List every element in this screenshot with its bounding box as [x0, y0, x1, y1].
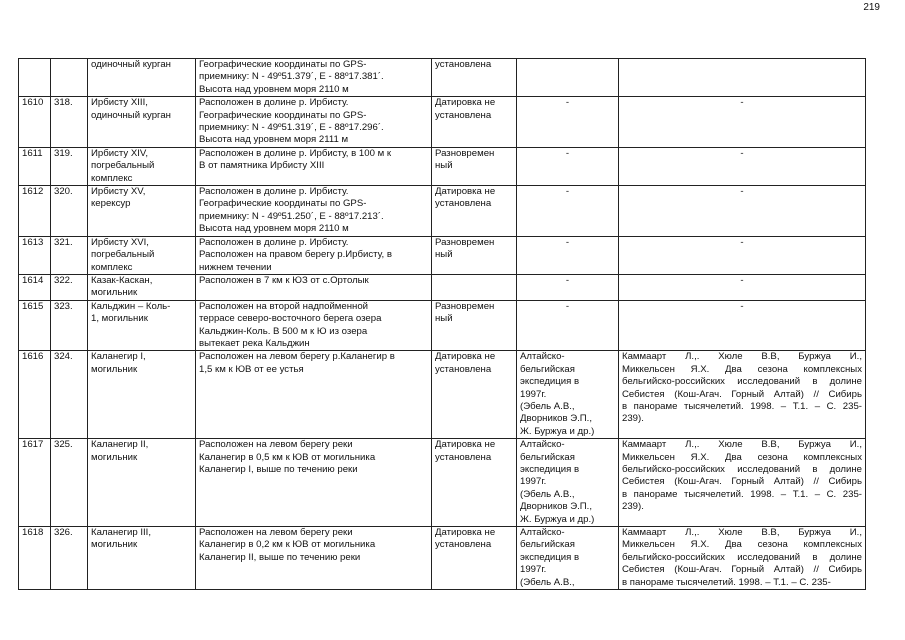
cell-text-line: (Эбель А.В., — [520, 488, 575, 500]
cell-text-line: нижнем течении — [199, 261, 272, 273]
cell-registry-number — [19, 439, 51, 527]
cell-researcher — [517, 300, 619, 351]
cell-text-line: 1617 — [22, 439, 44, 451]
cell-text-line: могильник — [91, 287, 138, 299]
cell-dating — [432, 236, 517, 274]
cell-location-description — [196, 351, 432, 439]
cell-literature — [619, 351, 866, 439]
cell-text-line: - — [740, 274, 744, 286]
cell-text-line: Кальджин – Коль- — [91, 300, 171, 312]
cell-literature — [619, 59, 866, 97]
cell-monument-name — [88, 186, 196, 237]
cell-text-line: Ирбисту XIV, — [91, 147, 149, 159]
cell-text-line: Каланегир II, — [91, 439, 149, 451]
cell-literature — [619, 439, 866, 527]
cell-text-line: Датировка не — [435, 97, 496, 109]
cell-text-line: Миккельсен Я.Х. Два сезона комплексных — [622, 451, 862, 463]
cell-monument-name — [88, 351, 196, 439]
cell-researcher — [517, 147, 619, 185]
cell-dating — [432, 274, 517, 300]
cell-monument-name — [88, 274, 196, 300]
cell-researcher — [517, 527, 619, 590]
cell-text-line: (Эбель А.В., — [520, 576, 575, 588]
cell-text-line: в панораме тысячелетий. 1998. – Т.1. – С. 235- — [622, 400, 862, 412]
cell-text-line: Высота над уровнем моря 2110 м — [199, 223, 349, 235]
cell-text-line: Каланегир в 0,5 км к ЮВ от могильника — [199, 451, 376, 463]
cell-item-number — [51, 147, 88, 185]
cell-text-line: Высота над уровнем моря 2110 м — [199, 83, 349, 95]
cell-text-line: Ж. Буржуа и др.) — [520, 425, 595, 437]
cell-text-line: Каланегир I, выше по течению реки — [199, 464, 358, 475]
cell-text-line: Расположен в долине р. Ирбисту. — [199, 236, 349, 248]
cell-location-description — [196, 186, 432, 237]
cell-text-line: в панораме тысячелетий. 1998. – Т.1. – С. 235- — [622, 576, 831, 588]
cell-item-number — [51, 186, 88, 237]
cell-location-description — [196, 439, 432, 527]
cell-item-number — [51, 59, 88, 97]
cell-registry-number — [19, 527, 51, 590]
cell-text-line: приемнику: N - 49º51.379´, E - 88º17.381´. — [199, 71, 384, 83]
cell-location-description — [196, 97, 432, 148]
cell-text-line: террасе северо-восточного берега озера — [199, 313, 382, 325]
cell-text-line: - — [740, 236, 744, 248]
cell-literature — [619, 147, 866, 185]
cell-text-line: погребальный — [91, 160, 155, 172]
cell-text-line: - — [565, 274, 570, 286]
cell-text-line: Кальджин-Коль. В 500 м к Ю из озера — [199, 325, 368, 337]
cell-text-line: В от памятника Ирбисту XIII — [199, 160, 325, 172]
cell-monument-name — [88, 439, 196, 527]
cell-text-line: 321. — [54, 236, 73, 248]
cell-dating — [432, 186, 517, 237]
cell-researcher — [517, 274, 619, 300]
cell-text-line: Датировка не — [435, 527, 496, 539]
cell-text-line: - — [565, 236, 570, 248]
cell-text-line: Каммаарт Л.,. Хюле В.В, Буржуа И., — [622, 527, 862, 539]
cell-text-line: комплекс — [91, 261, 133, 273]
cell-text-line: ный — [435, 160, 453, 172]
cell-location-description — [196, 147, 432, 185]
cell-literature — [619, 527, 866, 590]
cell-researcher — [517, 186, 619, 237]
cell-text-line: Ирбисту XV, — [91, 186, 146, 198]
cell-literature — [619, 236, 866, 274]
cell-literature — [619, 300, 866, 351]
cell-location-description — [196, 527, 432, 590]
table-row — [19, 351, 866, 439]
cell-text-line: ный — [435, 249, 453, 261]
cell-text-line: приемнику: N - 49º51.250´, E - 88º17.213´. — [199, 210, 384, 222]
cell-text-line: Расположен в долине р. Ирбисту. — [199, 97, 349, 109]
cell-text-line: могильник — [91, 451, 138, 463]
cell-text-line: 1618 — [22, 527, 44, 539]
cell-text-line: ный — [435, 313, 453, 325]
table-row — [19, 439, 866, 527]
cell-text-line: Расположен в 7 км к ЮЗ от с.Ортолык — [199, 274, 369, 286]
cell-text-line: Датировка не — [435, 186, 496, 198]
cell-literature — [619, 274, 866, 300]
cell-item-number — [51, 97, 88, 148]
cell-text-line: - — [565, 186, 570, 198]
cell-text-line: 1997г. — [520, 476, 547, 488]
cell-text-line: установлена — [435, 198, 492, 210]
cell-text-line: Каланегир I, — [91, 351, 146, 363]
cell-dating — [432, 439, 517, 527]
table-row — [19, 527, 866, 590]
cell-text-line: Расположен на правом берегу р.Ирбисту, в — [199, 249, 392, 261]
cell-researcher — [517, 439, 619, 527]
cell-location-description — [196, 300, 432, 351]
cell-text-line: 1615 — [22, 300, 44, 312]
cell-text-line: установлена — [435, 363, 492, 375]
cell-text-line: вытекает река Кальджин — [199, 337, 310, 349]
cell-text-line: Казак-Каскан, — [91, 274, 153, 286]
cell-text-line: Алтайско- — [520, 351, 565, 363]
cell-registry-number — [19, 274, 51, 300]
cell-text-line: Миккельсен Я.Х. Два сезона комплексных — [622, 363, 862, 375]
cell-text-line: - — [740, 147, 744, 159]
cell-text-line: в панораме тысячелетий. 1998. – Т.1. – С. 235- — [622, 488, 862, 500]
cell-item-number — [51, 274, 88, 300]
cell-text-line: могильник — [91, 539, 138, 551]
cell-text-line: Каланегир в 0,2 км к ЮВ от могильника — [199, 539, 376, 551]
cell-text-line: бельгийская — [520, 363, 575, 375]
cell-text-line: Каммаарт Л.,. Хюле В.В, Буржуа И., — [622, 439, 862, 451]
cell-text-line: установлена — [435, 539, 492, 551]
monuments-registry-table — [18, 58, 866, 590]
cell-text-line: Алтайско- — [520, 527, 565, 539]
cell-text-line: Датировка не — [435, 439, 496, 451]
page-number: 219 — [863, 2, 880, 13]
cell-dating — [432, 527, 517, 590]
cell-text-line: экспедиция в — [520, 464, 580, 475]
cell-text-line: одиночный курган — [91, 59, 171, 70]
cell-text-line: одиночный курган — [91, 109, 171, 121]
cell-text-line: Разновремен — [435, 236, 495, 248]
cell-dating — [432, 97, 517, 148]
cell-text-line: Разновремен — [435, 147, 495, 159]
cell-text-line: - — [740, 186, 744, 198]
cell-text-line: 1,5 км к ЮВ от ее устья — [199, 363, 304, 375]
cell-registry-number — [19, 300, 51, 351]
cell-text-line: Расположен в долине р. Ирбисту, в 100 м к — [199, 147, 392, 159]
cell-text-line: Дворников Э.П., — [520, 413, 593, 425]
cell-text-line: Расположен на левом берегу реки — [199, 439, 353, 451]
cell-literature — [619, 97, 866, 148]
cell-text-line: экспедиция в — [520, 376, 580, 388]
cell-dating — [432, 351, 517, 439]
cell-text-line: 318. — [54, 97, 73, 109]
cell-text-line: могильник — [91, 363, 138, 375]
cell-researcher — [517, 59, 619, 97]
cell-text-line: 325. — [54, 439, 73, 451]
cell-text-line: Миккельсен Я.Х. Два сезона комплексных — [622, 539, 862, 551]
cell-monument-name — [88, 527, 196, 590]
cell-text-line: 319. — [54, 147, 73, 159]
cell-text-line: - — [740, 300, 744, 312]
cell-dating — [432, 59, 517, 97]
cell-text-line: 1614 — [22, 274, 44, 286]
registry-table-body — [19, 59, 866, 590]
cell-text-line: - — [565, 97, 570, 109]
cell-text-line: Каланегир III, — [91, 527, 152, 539]
cell-text-line: 1, могильник — [91, 313, 148, 325]
cell-monument-name — [88, 97, 196, 148]
cell-text-line: бельгийская — [520, 451, 575, 463]
cell-text-line: установлена — [435, 451, 492, 463]
cell-text-line: Географические координаты по GPS- — [199, 198, 367, 210]
cell-location-description — [196, 59, 432, 97]
cell-text-line: 1611 — [22, 147, 43, 159]
cell-text-line: Каммаарт Л.,. Хюле В.В, Буржуа И., — [622, 351, 862, 363]
cell-text-line: Себистея (Кош-Агач. Горный Алтай) // Сибирь — [622, 476, 862, 488]
cell-text-line: Разновремен — [435, 300, 495, 312]
cell-text-line: установлена — [435, 109, 492, 121]
cell-dating — [432, 147, 517, 185]
cell-text-line: 239). — [622, 413, 644, 425]
cell-text-line: Ирбисту XIII, — [91, 97, 148, 109]
cell-item-number — [51, 527, 88, 590]
cell-text-line: 239). — [622, 501, 644, 513]
cell-dating — [432, 300, 517, 351]
cell-registry-number — [19, 351, 51, 439]
cell-text-line: 1612 — [22, 186, 44, 198]
cell-text-line: 320. — [54, 186, 73, 198]
cell-text-line: - — [740, 97, 744, 109]
cell-monument-name — [88, 59, 196, 97]
cell-text-line: Алтайско- — [520, 439, 565, 451]
cell-text-line: Высота над уровнем моря 2111 м — [199, 134, 349, 146]
cell-text-line: Себистея (Кош-Агач. Горный Алтай) // Сибирь — [622, 564, 862, 576]
cell-text-line: экспедиция в — [520, 551, 580, 563]
cell-registry-number — [19, 59, 51, 97]
cell-text-line: (Эбель А.В., — [520, 400, 575, 412]
cell-text-line: 1997г. — [520, 564, 547, 576]
cell-item-number — [51, 300, 88, 351]
cell-monument-name — [88, 300, 196, 351]
cell-text-line: 1616 — [22, 351, 44, 363]
cell-text-line: 324. — [54, 351, 73, 363]
cell-text-line: - — [565, 300, 570, 312]
cell-text-line: Дворников Э.П., — [520, 501, 593, 513]
table-row — [19, 59, 866, 97]
cell-registry-number — [19, 186, 51, 237]
cell-text-line: Географические координаты по GPS- — [199, 59, 367, 70]
table-row — [19, 186, 866, 237]
cell-text-line: бельгийская — [520, 539, 575, 551]
table-row — [19, 97, 866, 148]
cell-text-line: керексур — [91, 198, 131, 210]
cell-researcher — [517, 97, 619, 148]
cell-text-line: погребальный — [91, 249, 155, 261]
cell-text-line: бельгийско-российских исследований в долине — [622, 464, 862, 475]
cell-text-line: 1613 — [22, 236, 44, 248]
cell-text-line: Расположен на второй надпойменной — [199, 300, 369, 312]
cell-researcher — [517, 236, 619, 274]
cell-text-line: 1997г. — [520, 388, 547, 400]
cell-text-line: Географические координаты по GPS- — [199, 109, 367, 121]
cell-text-line: Датировка не — [435, 351, 496, 363]
cell-text-line: Каланегир II, выше по течению реки — [199, 551, 361, 563]
cell-text-line: бельгийско-российских исследований в долине — [622, 551, 862, 563]
table-row — [19, 300, 866, 351]
cell-text-line: приемнику: N - 49º51.319´, E - 88º17.296´. — [199, 122, 384, 134]
cell-text-line: Расположен на левом берегу реки — [199, 527, 353, 539]
cell-text-line: Расположен на левом берегу р.Каланегир в — [199, 351, 395, 363]
cell-text-line: Ж. Буржуа и др.) — [520, 513, 595, 525]
cell-text-line: 323. — [54, 300, 73, 312]
cell-researcher — [517, 351, 619, 439]
cell-literature — [619, 186, 866, 237]
cell-text-line: бельгийско-российских исследований в долине — [622, 376, 862, 388]
cell-text-line: установлена — [435, 59, 492, 70]
cell-text-line: - — [565, 147, 570, 159]
cell-registry-number — [19, 97, 51, 148]
table-row — [19, 274, 866, 300]
cell-registry-number — [19, 147, 51, 185]
cell-text-line: 326. — [54, 527, 73, 539]
cell-monument-name — [88, 236, 196, 274]
cell-text-line: 322. — [54, 274, 73, 286]
cell-item-number — [51, 236, 88, 274]
cell-location-description — [196, 274, 432, 300]
cell-item-number — [51, 439, 88, 527]
cell-text-line: комплекс — [91, 172, 133, 184]
cell-registry-number — [19, 236, 51, 274]
cell-text-line: 1610 — [22, 97, 44, 109]
cell-location-description — [196, 236, 432, 274]
cell-text-line: Себистея (Кош-Агач. Горный Алтай) // Сибирь — [622, 388, 862, 400]
cell-item-number — [51, 351, 88, 439]
table-row — [19, 236, 866, 274]
cell-text-line: Ирбисту XVI, — [91, 236, 149, 248]
cell-monument-name — [88, 147, 196, 185]
cell-text-line: Расположен в долине р. Ирбисту. — [199, 186, 349, 198]
table-row — [19, 147, 866, 185]
